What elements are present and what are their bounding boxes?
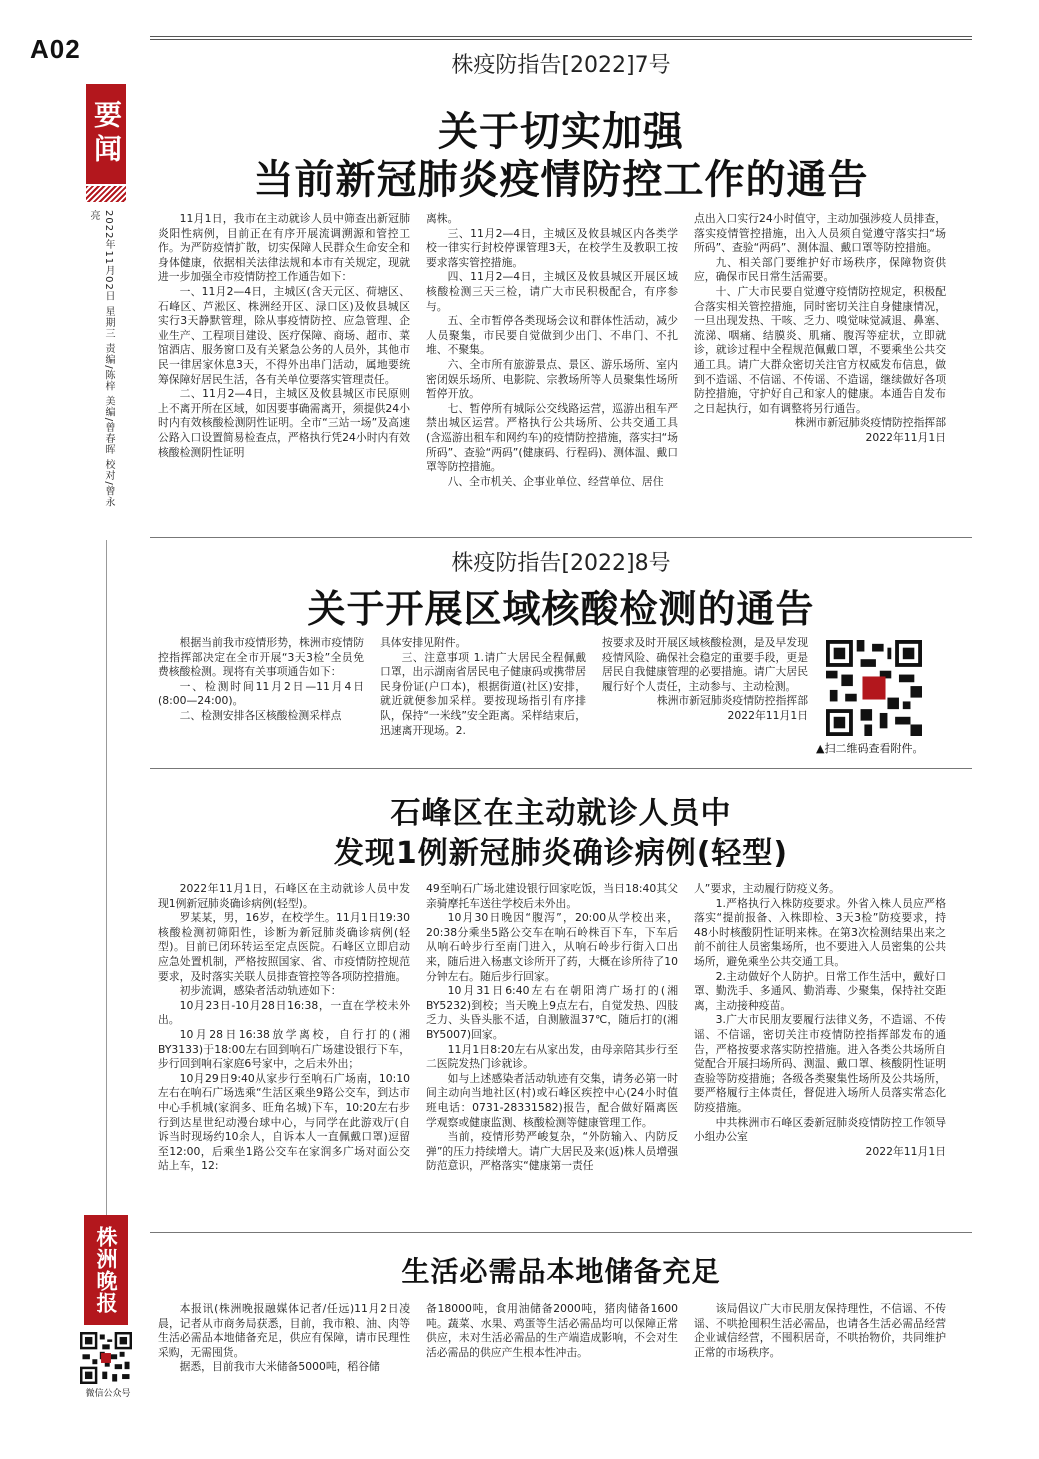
article4-col2 (426, 1302, 678, 1375)
article2-col2 (380, 636, 586, 738)
paragraph: 初步流调，感染者活动轨迹如下： (179, 984, 342, 998)
article2-body (158, 636, 808, 738)
article1-col3 (694, 212, 946, 489)
section-tab: 要闻 (86, 84, 126, 184)
article2-col3 (602, 636, 808, 738)
article2-notice-number: 株疫防指告[2022]8号 (451, 551, 671, 576)
paragraph: 五、全市暂停各类现场会议和群体性活动，减少人员聚集，市民要自觉做到少出门、不串门、不扎堆、不聚集。 (426, 314, 678, 357)
paragraph: 六、全市所有旅游景点、景区、游乐场所、室内密闭娱乐场所、电影院、宗教场所等人员聚集性场所暂停开放。 (426, 357, 678, 401)
paragraph: 10月31日6:40左右在朝阳湾广场打的(湘BY5232)到校；当天晚上9点左右，自觉发热、四肢乏力、头昏头胀不适，自测腋温37℃，随后打的(湘BY5007)回家。 (426, 984, 678, 1041)
paragraph: 具体安排见附件。 (380, 636, 467, 649)
paragraph: 一、11月2—4日，主城区(含天元区、荷塘区、石峰区、芦淞区、株洲经开区、渌口区)及攸县城区实行3天静默管理，除从事疫情防控、应急管理、企业生产、工程项目建设、医疗保障、商场、超市、菜馆酒店、服务窗口及有关紧急公务的人员外，其他市民一律居家休息3天，不得外出串门活动，属地要统筹保障好居民生活，各有关单位要落实管理责任。 (158, 284, 410, 386)
paragraph: 四、11月2—4日，主城区及攸县城区开展区域核酸检测三天三检，请广大市民积极配合，有序参与。 (426, 270, 678, 313)
paragraph: 2.主动做好个人防护。日常工作生活中，戴好口罩、勤洗手、多通风、勤消毒、少聚集，保持社交距离，主动接种疫苗。 (694, 969, 946, 1012)
wechat-qr-icon[interactable] (80, 1332, 132, 1384)
paragraph: 八、全市机关、企事业单位、经营单位、居住 (447, 474, 664, 488)
divider (150, 537, 972, 538)
wechat-caption: 微信公众号 (85, 1389, 131, 1399)
paragraph: 2022年11月1日，石峰区在主动就诊人员中发现1例新冠肺炎确诊病例(轻型)。 (158, 882, 410, 910)
article1-title-line2: 当前新冠肺炎疫情防控工作的通告 (253, 157, 869, 203)
article1-title-line1: 关于切实加强 (438, 109, 684, 155)
paragraph: 罗某某，男，16岁，在校学生。11月1日19:30核酸检测初筛阳性，诊断为新冠肺炎确诊病例(轻型)。目前已闭环转运至定点医院。石峰区立即启动应急处置机制，严格按照国家、省、市疫情防控规范要求，及时落实关联人员排查管控等各项防控措施。 (158, 911, 410, 983)
article3-title-line1: 石峰区在主动就诊人员中 (390, 796, 732, 831)
attachment-qr-icon[interactable] (826, 640, 922, 736)
article2-col1 (158, 636, 364, 738)
article1-notice-number: 株疫防指告[2022]7号 (451, 53, 671, 78)
paragraph: 据悉，目前我市大米储备5000吨，稻谷储 (179, 1360, 380, 1374)
paragraph: 10月23日-10月28日16:38，一直在学校未外出。 (158, 998, 410, 1027)
paragraph: 49至响石广场北建设银行回家吃饭，当日18:40其父亲骑摩托车送往学校后未外出。 (426, 882, 678, 910)
paragraph: 九、相关部门要维护好市场秩序，保障物资供应，确保市民日常生活需要。 (694, 255, 946, 284)
article1-signature: 株洲市新冠肺炎疫情防控指挥部 (794, 416, 946, 430)
paragraph: 如与上述感染者活动轨迹有交集，请务必第一时间主动向当地社区(村)或石峰区疾控中心(24小时值班电话：0731-28331582)报告，配合做好隔离医学观察或健康监测、核酸检测等健康管理工作。 (426, 1071, 678, 1129)
paragraph: 七、暂停所有城际公交线路运营，巡游出租车严禁出城区运营。严格执行公共场所、公共交通工具(含巡游出租车和网约车)的疫情防控措施，落实扫“场所码”、查验“两码”(健康码、行程码)、测体温、戴口罩等防控措施。 (426, 401, 678, 474)
paragraph: 根据当前我市疫情形势，株洲市疫情防控指挥部决定在全市开展“3天3检”全员免费核酸检测。现将有关事项通告如下： (158, 636, 364, 679)
article2-title: 关于开展区域核酸检测的通告 (307, 587, 815, 631)
article1-date: 2022年11月1日 (865, 430, 946, 444)
divider (150, 1232, 972, 1233)
article3-col3 (694, 882, 946, 1174)
left-margin-rule (106, 540, 107, 1300)
paragraph: 3.广大市民朋友要履行法律义务，不造谣、不传谣、不信谣，密切关注市疫情防控指挥部发布的通告，严格按要求落实防控措施。进入各类公共场所自觉配合开展扫场所码、测温、戴口罩、核酸阴性证明查验等防疫措施；各级各类聚集性场所及公共场所，要严格履行主体责任，督促进入场所人员落实常态化防疫措施。 (694, 1013, 946, 1114)
article3-col1 (158, 882, 410, 1174)
article1-body (158, 212, 946, 489)
article4-col1 (158, 1302, 410, 1375)
attachment-qr-caption: ▲扫二维码查看附件。 (816, 742, 924, 755)
top-rule (150, 36, 972, 40)
paragraph: 二、检测安排各区核酸检测采样点 (179, 708, 342, 722)
article3-signature: 中共株洲市石峰区委新冠肺炎疫情防控工作领导小组办公室 (694, 1115, 946, 1144)
article2-signature: 株洲市新冠肺炎疫情防控指挥部 (656, 694, 808, 708)
article4-body (158, 1302, 946, 1375)
paragraph: 备18000吨，食用油储备2000吨，猪肉储备1600吨。蔬菜、水果、鸡蛋等生活必需品均可以保障正常供应，未对生活必需品的生产端造成影响，不会对生活必需品的供应产生根本性冲击。 (426, 1302, 678, 1359)
article3-col2 (426, 882, 678, 1174)
article1-col2 (426, 212, 678, 489)
paragraph: 11月1日，我市在主动就诊人员中筛查出新冠肺炎阳性病例，目前正在有序开展流调溯源和管控工作。为严防疫情扩散，切实保障人民群众生命安全和身体健康，依据相关法律法规和本市有关规定，现就进一步加强全市疫情防控工作通告如下： (158, 212, 410, 284)
article4-title: 生活必需品本地储备充足 (401, 1255, 721, 1288)
paragraph: 三、11月2—4日，主城区及攸县城区内各类学校一律实行封校停课管理3天，在校学生及教职工按要求落实管控措施。 (426, 226, 678, 269)
divider (150, 768, 972, 769)
paragraph: 一、检测时间11月2日—11月4日(8:00—24:00)。 (158, 679, 364, 708)
paragraph: 十、广大市民要自觉遵守疫情防控规定，积极配合落实相关管控措施，同时密切关注自身健康情况，一旦出现发热、干咳、乏力、嗅觉味觉减退、鼻塞、流涕、咽痛、结膜炎、肌痛、腹泻等症状，立即就诊，就诊过程中全程规范佩戴口罩，不要乘坐公共交通工具。请广大群众密切关注官方权威发布信息，做到不造谣、不信谣、不传谣、不造谣，继续做好各项防控措施，守护好自己和家人的健康。本通告自发布之日起执行，如有调整将另行通告。 (694, 284, 946, 415)
masthead-logo: 株洲晚报 (84, 1215, 128, 1325)
article3-title-line2: 发现1例新冠肺炎确诊病例(轻型) (333, 836, 789, 871)
paragraph: 二、11月2—4日，主城区及攸县城区市民原则上不离开所在区域，如因要事确需离开，须提供24小时内有效核酸检测阴性证明。全市“三站一场”及高速公路入口设置简易检查点，严格执行凭24小时内有效核酸检测阴性证明 (158, 387, 410, 459)
paragraph: 10月30日晚因“腹泻”，20:00从学校出来，20:38分乘坐5路公交车在响石岭株百下车，下车后从响石岭步行至南门进入，从响石岭步行街入口出来，随后进入杨惠文诊所开了药，大概在诊所待了10分钟左右。随后步行回家。 (426, 911, 678, 983)
section-tab-stripe (86, 186, 126, 202)
article3-body (158, 882, 946, 1174)
paragraph: 当前，疫情形势严峻复杂，“外防输入、内防反弹”的压力持续增大。请广大居民及来(返)株人员增强防范意识，严格落实“健康第一责任 (426, 1130, 678, 1173)
paragraph: 点出入口实行24小时值守，主动加强涉疫人员排查，落实疫情管控措施，出入人员须自觉遵守落实扫“场所码”、查验“两码”、测体温、戴口罩等防控措施。 (694, 212, 946, 255)
paragraph: 11月1日8:20左右从家出发，由母亲陪其步行至二医院发热门诊就诊。 (426, 1042, 678, 1071)
paragraph: 10月28日16:38放学离校，自行打的(湘BY3133)于18:00左右回到响石广场建设银行下车，步行回到响石家庭6号家中，之后未外出； (158, 1027, 410, 1071)
article4-col3 (694, 1302, 946, 1375)
paragraph: 按要求及时开展区域核酸检测，是及早发现疫情风险、确保社会稳定的重要手段，更是居民自我健康管理的必要措施。请广大居民履行好个人责任，主动参与、主动检测。 (602, 636, 808, 693)
paragraph: 本报讯(株洲晚报融媒体记者/任远)11月2日凌晨，记者从市商务局获悉，目前，我市粮、油、肉等生活必需品本地储备充足，供应有保障，请市民理性采购，无需囤货。 (158, 1302, 410, 1359)
article2-date: 2022年11月1日 (727, 708, 808, 722)
article1-col1 (158, 212, 410, 489)
paragraph: 人”要求，主动履行防疫义务。 (694, 882, 840, 895)
paragraph: 三、注意事项 1.请广大居民全程佩戴口罩，出示湖南省居民电子健康码或携带居民身份证(户口本)，根据街道(社区)安排，就近就便参加采样。要按现场指引有序排队，保持“一米线”安全距离。采样结束后，迅速离开现场。2. (380, 650, 586, 737)
paragraph: 1.严格执行入株防疫要求。外省入株人员应严格落实“提前报备、入株即检、3天3检”防疫要求，持48小时核酸阴性证明来株。在第3次检测结果出来之前不前往人员密集场所，也不要进入人员密集的公共场所，避免乘坐公共交通工具。 (694, 896, 946, 968)
dateline: 2022年11月02日 星期三 责编/陈梓 美编/曾春晖 校对/曾永亮 (88, 210, 114, 508)
paragraph: 离株。 (426, 212, 459, 225)
page-number: A02 (30, 34, 81, 64)
article3-date: 2022年11月1日 (865, 1144, 946, 1158)
paragraph: 该局倡议广大市民朋友保持理性，不信谣、不传谣、不哄抢囤积生活必需品，也请各生活必需品经营企业诚信经营，不囤积居奇，不哄抬物价，共同维护正常的市场秩序。 (694, 1302, 946, 1359)
paragraph: 10月29日9:40从家步行至响石广场南，10:10左右在响石广场选乘“生活区乘坐9路公交车，到达市中心手机城(家润多、旺角名城)下车，10:20左右步行到达星世纪动漫台球中心，与同学在此游戏厅(自诉当时现场约10余人，自诉本人一直佩戴口罩)逗留至12:00，后乘坐1路公交车在家润多广场对面公交站上车，12: (158, 1071, 410, 1173)
